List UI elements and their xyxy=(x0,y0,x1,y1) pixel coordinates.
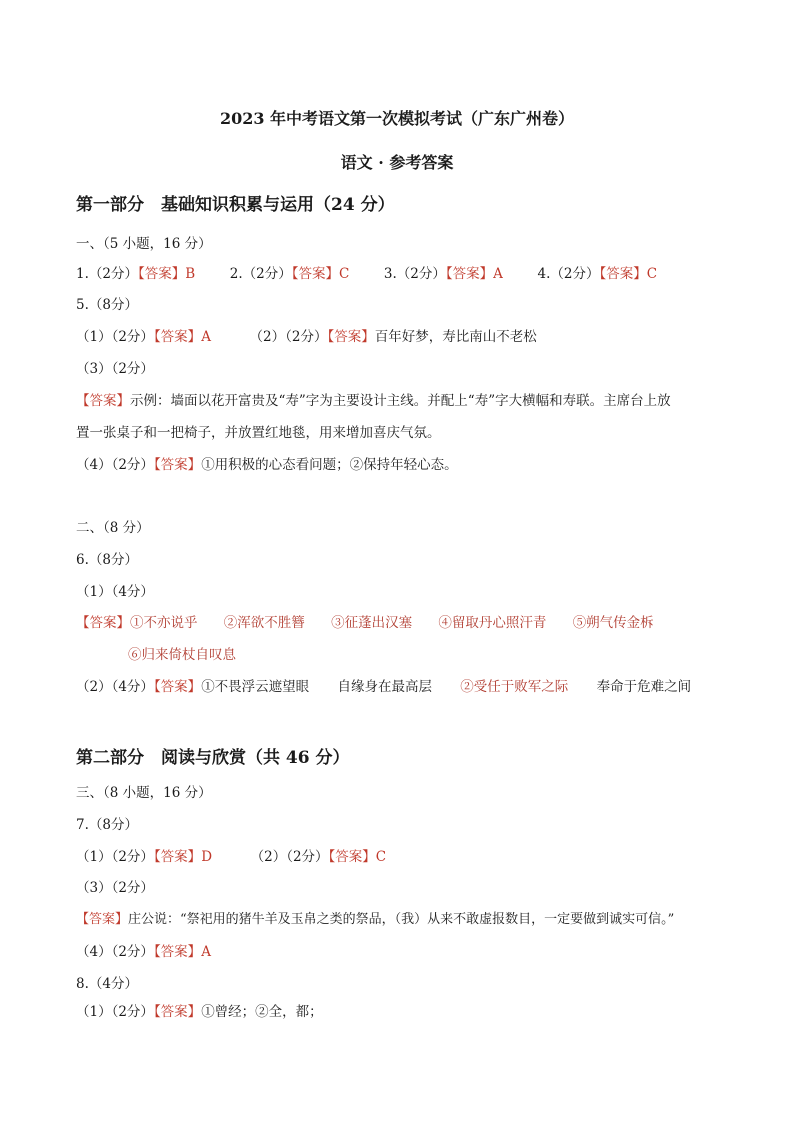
q2-answer-tag: 【答案】 xyxy=(291,266,339,282)
q5-3-answer-text1: 示例：墙面以花开富贵及“寿”字为主要设计主线。并配上“寿”字大横幅和寿联。主席台上放 xyxy=(130,393,671,409)
q1-answer: B xyxy=(185,266,196,282)
q6-label: 6.（8分） xyxy=(76,552,138,568)
q6-2-answer-tag: 【答案】 xyxy=(153,679,202,695)
q6-1-item: ⑥归来倚杖自叹息 xyxy=(128,647,236,663)
q2-number: 2.（2分） xyxy=(229,266,292,282)
q5-1-2-answers xyxy=(76,325,537,345)
q7-2-number: （2）（2分） xyxy=(250,849,329,865)
q5-2-answer-tag: 【答案】 xyxy=(327,329,375,345)
q8-1-number: （1）（2分） xyxy=(76,1004,154,1020)
q6-1-answer-line1 xyxy=(76,611,654,631)
q5-1-number: （1）（2分） xyxy=(76,329,154,345)
q6-1-item: ②浑欲不胜簪 xyxy=(223,615,305,631)
q5-3-label: （3）（2分） xyxy=(76,361,154,377)
q4-answer: C xyxy=(646,266,658,282)
q7-4-answer-tag: 【答案】 xyxy=(153,944,202,960)
q6-2-answer-a1: ①不畏浮云遮望眼 xyxy=(201,679,310,695)
q6-2-answer-a4: 奉命于危难之间 xyxy=(596,679,692,695)
q7-3-answer-tag: 【答案】 xyxy=(76,912,129,927)
q8-label: 8.（4分） xyxy=(76,976,138,992)
q6-2-answer-a3: ②受任于败军之际 xyxy=(460,679,569,695)
q2-answer: C xyxy=(338,266,350,282)
q5-4-answer-tag: 【答案】 xyxy=(153,457,202,473)
section1-label: 一、（5 小题，16 分） xyxy=(76,236,212,252)
q8-1-answer-text: ①曾经；②全，都； xyxy=(201,1004,323,1020)
q6-1-answer-tag: 【答案】 xyxy=(76,615,130,631)
q5-1-answer: A xyxy=(201,329,211,345)
q7-3-answer xyxy=(76,908,674,927)
q5-label: 5.（8分） xyxy=(76,297,138,313)
q7-1-number: （1）（2分） xyxy=(76,849,154,865)
q7-2-answer: C xyxy=(375,849,387,865)
document-subtitle: 语文 · 参考答案 xyxy=(340,153,454,172)
q7-1-answer: D xyxy=(201,849,213,865)
q6-1-item: ④留取丹心照汗青 xyxy=(438,615,547,631)
q3-answer-tag: 【答案】 xyxy=(445,266,494,282)
part2-heading: 第二部分 阅读与欣赏（共 46 分） xyxy=(76,748,350,768)
section2-label: 二、（8 分） xyxy=(76,520,150,536)
q5-4-answer xyxy=(76,453,458,473)
q1-number: 1.（2分） xyxy=(76,266,138,282)
section3-label: 三、（8 小题，16 分） xyxy=(76,785,212,801)
q7-3-label: （3）（2分） xyxy=(76,880,154,896)
q3-answer: A xyxy=(493,266,503,282)
q5-3-answer-line2: 置一张桌子和一把椅子，并放置红地毯，用来增加喜庆气氛。 xyxy=(76,425,441,441)
q7-1-2-answers xyxy=(76,845,386,865)
q7-3-answer-text: 庄公说：“祭祀用的猪牛羊及玉帛之类的祭品，（我）从来不敢虚报数目，一定要做到诚实可信。” xyxy=(128,912,675,927)
q1-answer-tag: 【答案】 xyxy=(137,266,186,282)
q5-1-answer-tag: 【答案】 xyxy=(153,329,202,345)
q5-2-number: （2）（2分） xyxy=(249,329,328,345)
q8-1-answer-tag: 【答案】 xyxy=(153,1004,202,1020)
q6-1-item: ①不亦说乎 xyxy=(130,615,198,631)
q4-number: 4.（2分） xyxy=(537,266,600,282)
q6-2-answer xyxy=(76,675,691,695)
q7-2-answer-tag: 【答案】 xyxy=(328,849,376,865)
q7-4-answer: A xyxy=(201,944,211,960)
q6-2-number: （2）（4分） xyxy=(76,679,154,695)
q5-4-number: （4）（2分） xyxy=(76,457,154,473)
q7-4-number: （4）（2分） xyxy=(76,944,154,960)
q5-4-answer-text: ①用积极的心态看问题；②保持年轻心态。 xyxy=(201,457,458,473)
q6-1-item: ⑤朔气传金柝 xyxy=(572,615,654,631)
document-title: 2023 年中考语文第一次模拟考试（广东广州卷） xyxy=(219,109,575,128)
q7-1-answer-tag: 【答案】 xyxy=(153,849,202,865)
q4-answer-tag: 【答案】 xyxy=(599,266,647,282)
q6-2-answer-a2: 自缘身在最高层 xyxy=(337,679,432,695)
q3-number: 3.（2分） xyxy=(383,266,446,282)
q5-3-answer-tag: 【答案】 xyxy=(76,393,130,409)
q5-2-answer: 百年好梦，寿比南山不老松 xyxy=(374,329,537,345)
q1-q4-answers xyxy=(76,262,657,282)
q7-4-answer xyxy=(76,940,211,960)
q6-1-label: （1）（4分） xyxy=(76,584,154,600)
q5-3-answer-line1 xyxy=(76,389,671,409)
q6-1-item: ③征蓬出汉塞 xyxy=(331,615,413,631)
q7-label: 7.（8分） xyxy=(76,817,138,833)
part1-heading: 第一部分 基础知识积累与运用（24 分） xyxy=(76,195,395,215)
q8-1-answer xyxy=(76,1000,323,1020)
